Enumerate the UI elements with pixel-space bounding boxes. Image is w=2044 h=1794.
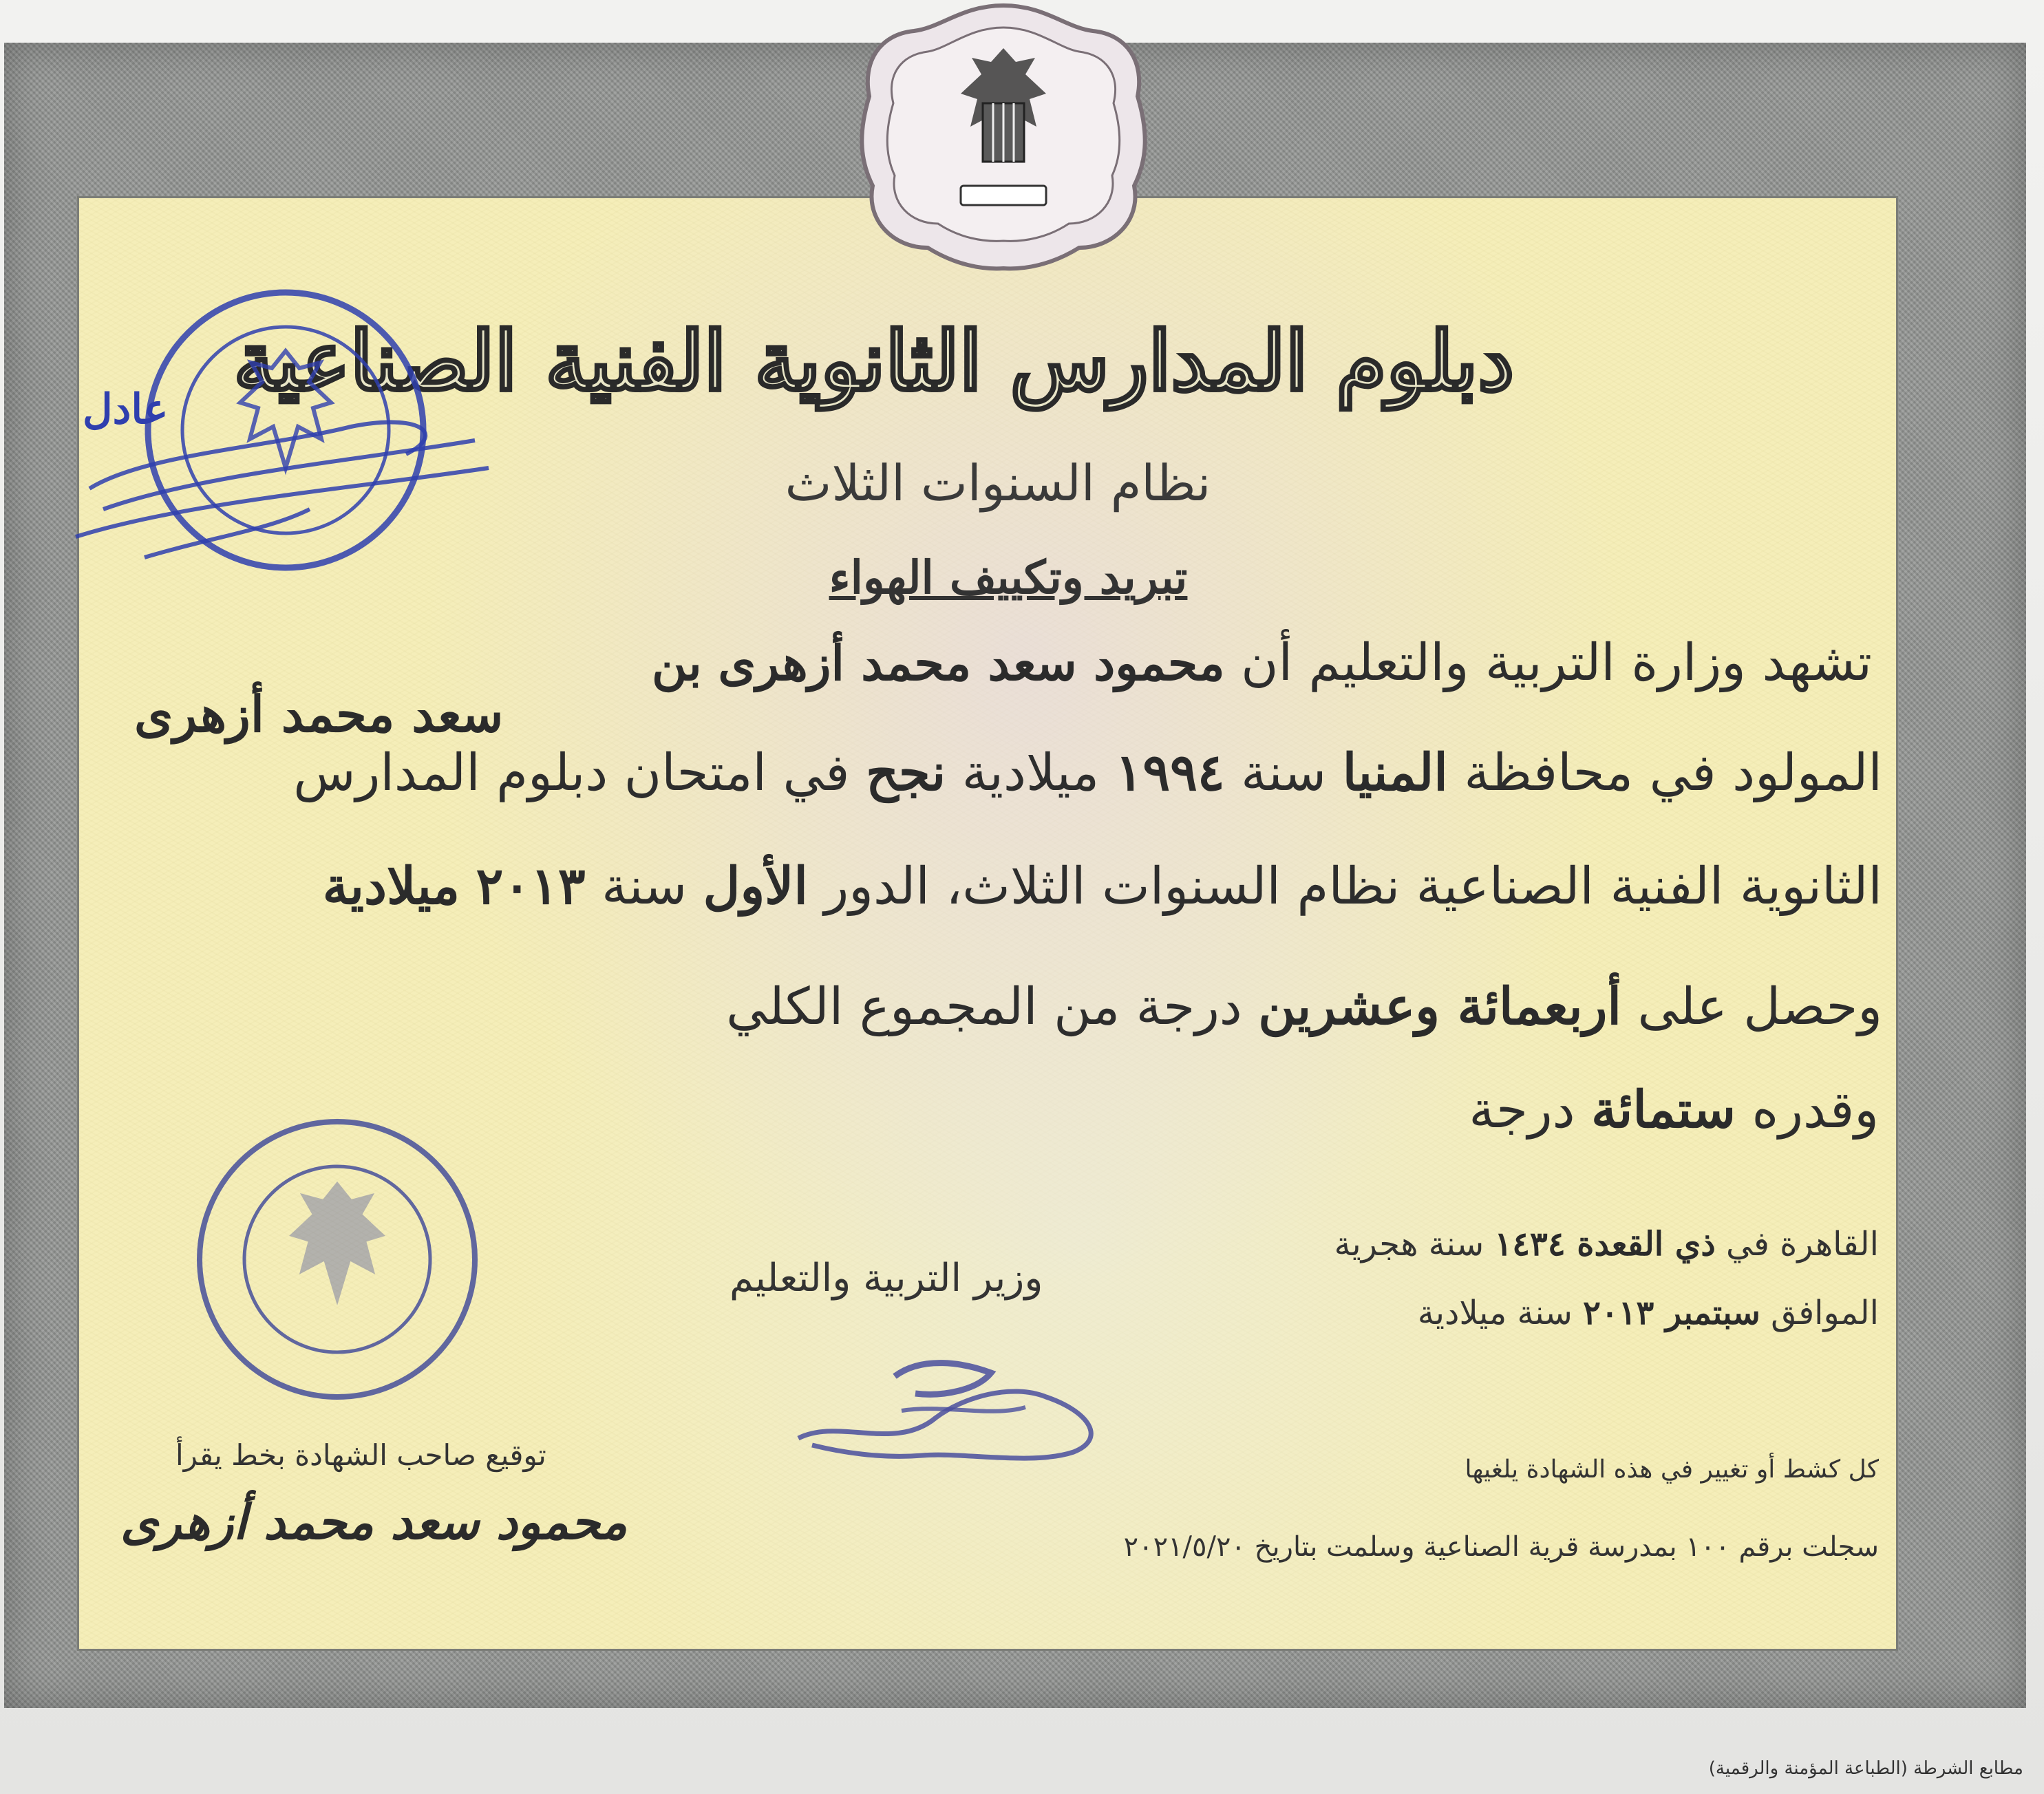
- printer-imprint: مطابع الشرطة (الطباعة المؤمنة والرقمية): [1708, 1758, 2023, 1779]
- line2-born: المولود في محافظة: [1464, 743, 1882, 802]
- minister-title: وزير التربية والتعليم: [730, 1256, 1043, 1301]
- exam-session: الأول: [703, 857, 808, 916]
- father-name: سعد محمد أزهرى: [134, 685, 504, 743]
- line4-tail: درجة من المجموع الكلي: [726, 977, 1242, 1036]
- line2-exam: في امتحان دبلوم المدارس: [293, 743, 850, 802]
- student-name: محمود سعد محمد أزهرى: [718, 634, 1225, 692]
- governorate: المنيا: [1342, 743, 1448, 802]
- line4: [726, 977, 1882, 1036]
- line1-printed: تشهد وزارة التربية والتعليم أن: [1241, 633, 1872, 692]
- line4-label: وحصل على: [1637, 977, 1882, 1036]
- eagle-stamp-top-icon: [62, 282, 502, 626]
- line2-year-label: سنة: [1241, 743, 1327, 802]
- line3-tail: ميلادية: [322, 857, 460, 916]
- line2: [293, 743, 1882, 802]
- minister-signature-icon: [785, 1335, 1142, 1486]
- erasure-warning: كل كشط أو تغيير في هذه الشهادة يلغيها: [1465, 1455, 1879, 1484]
- date-greg-line: [1418, 1294, 1879, 1332]
- line5-tail: درجة: [1469, 1080, 1575, 1140]
- eagle-emblem-icon: [852, 0, 1155, 272]
- date-greg-label: الموافق: [1771, 1294, 1879, 1332]
- line3: [323, 857, 1882, 916]
- line1: [652, 633, 1872, 692]
- certificate-title: دبلوم المدارس الثانوية الفنية الصناعية: [233, 313, 1514, 409]
- line2-tail: ميلادية: [961, 743, 1100, 802]
- date-hijri-line: [1334, 1225, 1879, 1263]
- line5-label: وقدره: [1752, 1080, 1879, 1140]
- eagle-stamp-bottom-icon: [186, 1108, 489, 1411]
- specialization: تبريد وتكييف الهواء: [829, 551, 1188, 604]
- line3-printed: الثانوية الفنية الصناعية نظام السنوات الثلاث، الدور: [824, 857, 1882, 916]
- date-hijri-label: القاهرة في: [1725, 1225, 1879, 1263]
- margin-initials: عادل: [83, 385, 169, 434]
- holder-signature: محمود سعد محمد أزهرى: [120, 1493, 628, 1550]
- date-hijri-tail: سنة هجرية: [1334, 1225, 1484, 1263]
- exam-year: ٢٠١٣: [476, 857, 586, 916]
- birth-year: ١٩٩٤: [1115, 743, 1225, 802]
- result: نجح: [866, 743, 946, 802]
- line3-year-label: سنة: [602, 857, 688, 916]
- total-score-words: أربعمائة وعشرين: [1258, 977, 1621, 1036]
- grade-words: ستمائة: [1591, 1080, 1736, 1140]
- date-greg-tail: سنة ميلادية: [1417, 1294, 1573, 1332]
- certificate-subtitle: نظام السنوات الثلاث: [785, 454, 1211, 512]
- date-greg: سبتمبر ٢٠١٣: [1583, 1294, 1760, 1332]
- date-hijri: ذي القعدة ١٤٣٤: [1494, 1225, 1716, 1263]
- holder-signature-label: توقيع صاحب الشهادة بخط يقرأ: [175, 1438, 546, 1472]
- registry-line: سجلت برقم ١٠٠ بمدرسة قرية الصناعية وسلمت بتاريخ ٢٠٢١/٥/٢٠: [1123, 1531, 1879, 1563]
- line5: [1469, 1080, 1879, 1140]
- bin-word: بن: [652, 634, 702, 692]
